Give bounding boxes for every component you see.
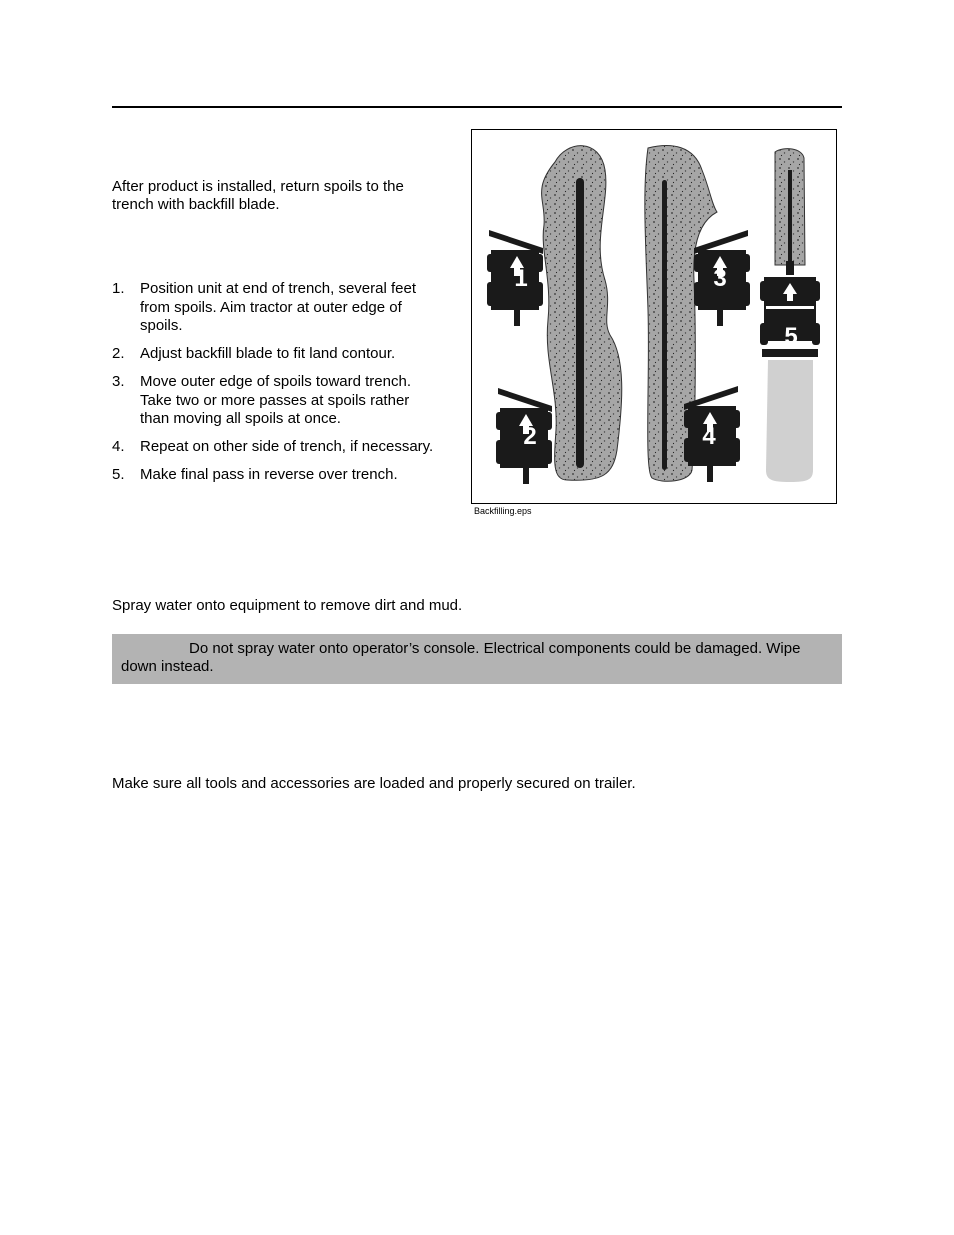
backfilling-illustration [472, 130, 836, 503]
figure-caption: Backfilling.eps [474, 506, 532, 516]
backfill-steps [112, 280, 442, 494]
notice-box [112, 634, 842, 684]
step-number: 3. [112, 373, 125, 390]
list-item [112, 373, 442, 429]
notice-text: Do not spray water onto operator’s console. Electrical components could be damaged. Wipe down instead. [121, 640, 801, 675]
step-text: Repeat on other side of trench, if necessary. [140, 438, 434, 455]
step-text: Position unit at end of trench, several feet from spoils. Aim tractor at outer edge of spoils. [140, 280, 416, 334]
header-rule [112, 106, 842, 108]
label-3: 3 [713, 265, 727, 292]
list-item [112, 466, 442, 485]
cleaning-text: Spray water onto equipment to remove dirt and mud. [112, 597, 463, 614]
step-number: 1. [112, 280, 125, 297]
list-item [112, 280, 442, 336]
label-4: 4 [702, 423, 716, 450]
backfilling-figure [471, 129, 837, 504]
step-text: Make final pass in reverse over trench. [140, 466, 398, 483]
backfill-intro: After product is installed, return spoils to the trench with backfill blade. [112, 178, 404, 213]
label-5: 5 [784, 323, 798, 350]
step-text: Move outer edge of spoils toward trench. Take two or more passes at spoils rather than moving all spoils at once. [140, 373, 411, 427]
label-2: 2 [523, 423, 537, 450]
loading-text: Make sure all tools and accessories are loaded and properly secured on trailer. [112, 775, 636, 792]
list-item [112, 438, 442, 457]
step-number: 5. [112, 466, 125, 483]
trench-center [662, 180, 667, 470]
list-item [112, 345, 442, 364]
spoil-pile-left [542, 146, 622, 481]
step-text: Adjust backfill blade to fit land contour. [140, 345, 396, 362]
label-1: 1 [514, 265, 528, 292]
trench-left [576, 178, 584, 468]
step-number: 4. [112, 438, 125, 455]
filled-trench [766, 360, 813, 482]
step-number: 2. [112, 345, 125, 362]
